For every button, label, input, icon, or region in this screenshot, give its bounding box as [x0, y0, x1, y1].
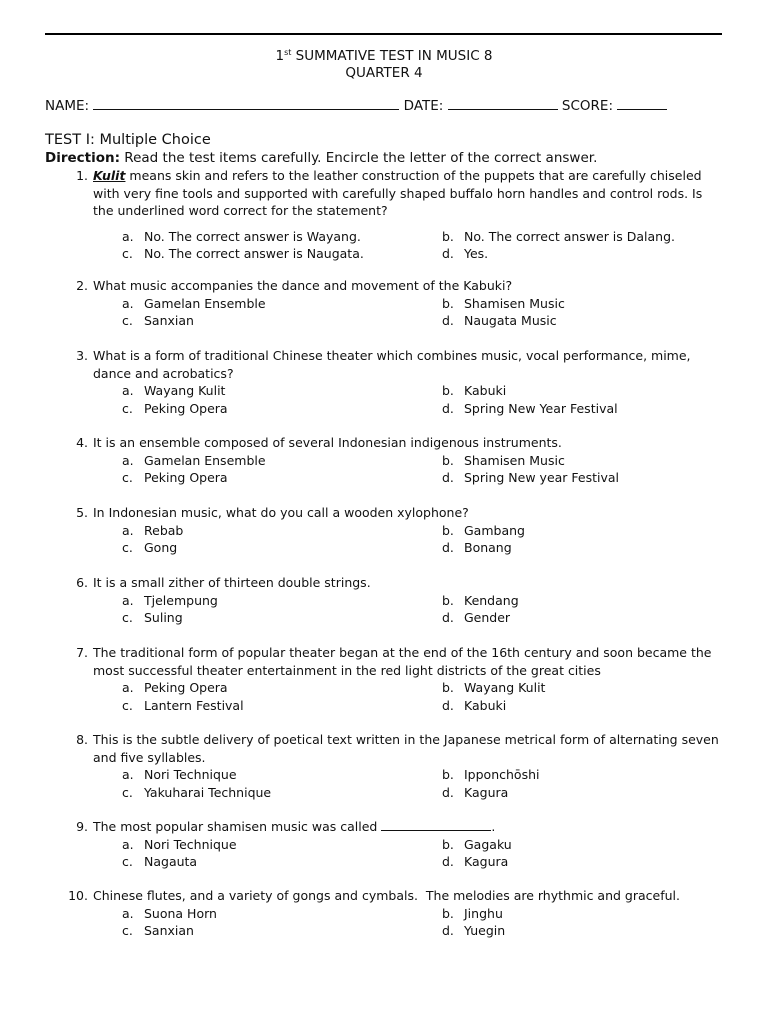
option-text: Sanxian — [144, 313, 194, 328]
option-letter: d. — [442, 854, 454, 869]
option-d[interactable] — [442, 853, 762, 871]
option-c[interactable] — [122, 784, 442, 802]
option-letter: b. — [442, 452, 454, 468]
option-text: Gender — [464, 610, 511, 625]
question-text: Chinese flutes, and a variety of gongs and cymbals. The melodies are rhythmic and graceful. — [93, 888, 680, 903]
question-text: In Indonesian music, what do you call a wooden xylophone? — [93, 505, 469, 520]
question-number: 6. — [76, 575, 88, 590]
underlined-keyword: Kulit — [93, 168, 126, 183]
option-text: Yuegin — [464, 923, 506, 938]
option-letter: b. — [442, 383, 454, 398]
option-d[interactable] — [442, 312, 762, 330]
option-letter: b. — [442, 228, 454, 244]
score-label: SCORE: — [561, 98, 614, 114]
question-5 — [62, 504, 722, 557]
option-letter: c. — [122, 697, 133, 713]
question-number: 1. — [76, 168, 88, 183]
option-letter: a. — [122, 452, 134, 468]
option-letter: c. — [122, 923, 133, 938]
student-info-fields — [45, 96, 722, 115]
option-letter: b. — [442, 295, 454, 311]
option-a[interactable] — [122, 679, 442, 697]
option-text: Gong — [144, 540, 178, 555]
date-label: DATE: — [403, 98, 444, 114]
score-field[interactable] — [617, 96, 667, 110]
question-4 — [62, 434, 722, 487]
option-d[interactable] — [442, 539, 762, 557]
question-text-body: The most popular shamisen music was called — [93, 819, 378, 834]
option-letter: a. — [122, 680, 134, 695]
option-letter: b. — [442, 522, 454, 538]
option-text: Yakuharai Technique — [144, 784, 272, 800]
option-text: Sanxian — [144, 923, 194, 938]
question-number: 8. — [76, 732, 88, 747]
option-text: Jinghu — [464, 905, 503, 921]
option-text: Wayang Kulit — [464, 680, 546, 695]
option-letter: a. — [122, 522, 134, 538]
option-c[interactable] — [122, 400, 442, 418]
option-a[interactable] — [122, 452, 442, 470]
answer-options — [122, 905, 722, 940]
option-letter: d. — [442, 470, 454, 485]
question-text: It is an ensemble composed of several Indonesian indigenous instruments. — [93, 435, 562, 450]
option-b[interactable] — [442, 452, 762, 470]
question-text: What music accompanies the dance and movement of the Kabuki? — [93, 278, 513, 293]
option-letter: a. — [122, 836, 134, 852]
option-letter: c. — [122, 610, 133, 625]
option-text: Peking Opera — [144, 680, 228, 695]
option-text: Kabuki — [464, 383, 507, 398]
answer-options — [122, 592, 722, 627]
option-d[interactable] — [442, 400, 762, 418]
option-letter: c. — [122, 400, 133, 416]
option-text: Tjelempung — [144, 592, 218, 608]
option-letter: d. — [442, 923, 454, 938]
option-c[interactable] — [122, 922, 442, 940]
option-letter: a. — [122, 228, 134, 244]
question-9 — [62, 818, 722, 871]
top-rule — [45, 33, 722, 35]
option-letter: a. — [122, 295, 134, 311]
option-text: Spring New year Festival — [464, 470, 620, 485]
option-c[interactable] — [122, 245, 442, 263]
option-d[interactable] — [442, 469, 762, 487]
option-a[interactable] — [122, 522, 442, 540]
question-number: 4. — [76, 435, 88, 450]
option-text: Shamisen Music — [464, 452, 565, 468]
option-text: Spring New Year Festival — [464, 400, 618, 416]
option-text: Peking Opera — [144, 400, 228, 416]
option-text: Kendang — [464, 592, 519, 608]
name-field[interactable] — [93, 96, 399, 110]
option-letter: c. — [122, 854, 133, 869]
option-text: Gamelan Ensemble — [144, 295, 266, 311]
option-d[interactable] — [442, 609, 762, 627]
question-text — [93, 167, 722, 220]
option-b[interactable] — [442, 679, 762, 697]
option-letter: b. — [442, 592, 454, 608]
option-c[interactable] — [122, 853, 442, 871]
option-letter: a. — [122, 383, 134, 398]
option-text: Ipponchōshi — [464, 767, 540, 782]
answer-options — [122, 382, 722, 417]
option-d[interactable] — [442, 697, 762, 715]
fill-in-blank[interactable] — [381, 818, 491, 831]
option-text: Shamisen Music — [464, 295, 565, 311]
option-letter: a. — [122, 905, 134, 921]
option-text: Wayang Kulit — [144, 383, 226, 398]
option-text: Kagura — [464, 784, 509, 800]
question-7 — [62, 644, 722, 714]
option-a[interactable] — [122, 592, 442, 610]
option-letter: d. — [442, 246, 454, 261]
option-text: Peking Opera — [144, 470, 228, 485]
option-text: Nagauta — [144, 854, 198, 869]
option-text: Gagaku — [464, 836, 512, 852]
option-text: Suona Horn — [144, 905, 217, 921]
question-1 — [62, 167, 722, 263]
option-a[interactable] — [122, 382, 442, 400]
question-number: 5. — [76, 505, 88, 520]
name-label: NAME: — [45, 98, 90, 114]
option-text: Nori Technique — [144, 836, 237, 852]
question-number: 7. — [76, 645, 88, 660]
option-text: Rebab — [144, 522, 184, 538]
answer-options — [122, 295, 722, 330]
option-letter: c. — [122, 313, 133, 328]
question-6 — [62, 574, 722, 627]
question-text: It is a small zither of thirteen double strings. — [93, 575, 371, 590]
page-subtitle: QUARTER 4 — [345, 65, 423, 81]
option-letter: b. — [442, 680, 454, 695]
option-text: Gamelan Ensemble — [144, 452, 266, 468]
option-b[interactable] — [442, 836, 762, 854]
option-text: Nori Technique — [144, 767, 237, 782]
option-b[interactable] — [442, 382, 762, 400]
option-text: No. The correct answer is Naugata. — [144, 246, 364, 261]
test-heading: TEST I: Multiple Choice — [45, 132, 211, 148]
option-b[interactable] — [442, 905, 762, 923]
question-text-end: . — [491, 819, 496, 834]
option-letter: a. — [122, 592, 134, 608]
option-d[interactable] — [442, 245, 762, 263]
answer-options — [122, 452, 722, 487]
option-b[interactable] — [442, 592, 762, 610]
date-field[interactable] — [448, 96, 558, 110]
question-text — [93, 818, 722, 836]
direction — [45, 150, 597, 167]
question-10 — [62, 887, 722, 940]
option-b[interactable] — [442, 228, 762, 246]
option-a[interactable] — [122, 766, 442, 784]
option-letter: d. — [442, 784, 454, 800]
question-text: This is the subtle delivery of poetical text written in the Japanese metrical form of alternating seven and five syllables. — [93, 732, 719, 765]
option-letter: d. — [442, 610, 454, 625]
option-text: Kagura — [464, 854, 509, 869]
answer-options — [122, 679, 722, 714]
option-c[interactable] — [122, 697, 442, 715]
option-b[interactable] — [442, 295, 762, 313]
question-3 — [62, 347, 722, 417]
title-text: SUMMATIVE TEST IN MUSIC 8 — [291, 48, 493, 64]
question-text: What is a form of traditional Chinese theater which combines music, vocal performance, mime, dance and acrobatics? — [93, 348, 691, 381]
option-letter: a. — [122, 767, 134, 782]
option-text: No. The correct answer is Dalang. — [464, 228, 676, 244]
option-letter: b. — [442, 767, 454, 782]
question-number: 3. — [76, 348, 88, 363]
question-number: 2. — [76, 278, 88, 293]
option-d[interactable] — [442, 784, 762, 802]
answer-options — [122, 836, 722, 871]
question-number: 10. — [68, 888, 88, 903]
option-letter: b. — [442, 836, 454, 852]
option-letter: d. — [442, 313, 454, 328]
option-letter: b. — [442, 905, 454, 921]
option-letter: d. — [442, 540, 454, 555]
direction-label: Direction: — [45, 150, 121, 166]
option-a[interactable] — [122, 228, 442, 246]
option-letter: d. — [442, 697, 454, 713]
option-a[interactable] — [122, 905, 442, 923]
option-letter: c. — [122, 784, 133, 800]
option-text: Naugata Music — [464, 313, 557, 328]
question-text-body: means skin and refers to the leather construction of the puppets that are carefully chiseled with very fine tools and supported with carefully shaped buffalo horn handles and control rods. Is the underlined word correct for the statement? — [93, 168, 703, 218]
option-letter: d. — [442, 400, 454, 416]
option-text: Gambang — [464, 522, 525, 538]
option-text: No. The correct answer is Wayang. — [144, 228, 361, 244]
option-b[interactable] — [442, 522, 762, 540]
option-letter: c. — [122, 470, 133, 485]
question-2 — [62, 277, 722, 330]
option-c[interactable] — [122, 312, 442, 330]
option-text: Suling — [144, 610, 183, 625]
option-c[interactable] — [122, 609, 442, 627]
question-number: 9. — [76, 819, 88, 834]
option-c[interactable] — [122, 469, 442, 487]
test-title-block — [0, 44, 768, 82]
answer-options — [122, 766, 722, 801]
option-b[interactable] — [442, 766, 762, 784]
option-text: Lantern Festival — [144, 697, 244, 713]
question-8 — [62, 731, 722, 801]
option-text: Kabuki — [464, 697, 507, 713]
option-letter: c. — [122, 540, 133, 555]
option-text: Bonang — [464, 540, 512, 555]
option-letter: c. — [122, 246, 133, 261]
option-text: Yes. — [464, 246, 489, 261]
question-text: The traditional form of popular theater began at the end of the 16th century and soon became the most successful theater entertainment in the red light districts of the great cities — [93, 645, 712, 678]
answer-options — [122, 522, 722, 557]
title-ordinal: 1 — [275, 48, 285, 64]
direction-text: Read the test items carefully. Encircle the letter of the correct answer. — [120, 150, 598, 166]
page-title — [0, 44, 768, 65]
title-ordinal-suffix: st — [284, 48, 292, 57]
option-d[interactable] — [442, 922, 762, 940]
option-c[interactable] — [122, 539, 442, 557]
option-a[interactable] — [122, 836, 442, 854]
option-a[interactable] — [122, 295, 442, 313]
answer-options — [122, 228, 722, 263]
